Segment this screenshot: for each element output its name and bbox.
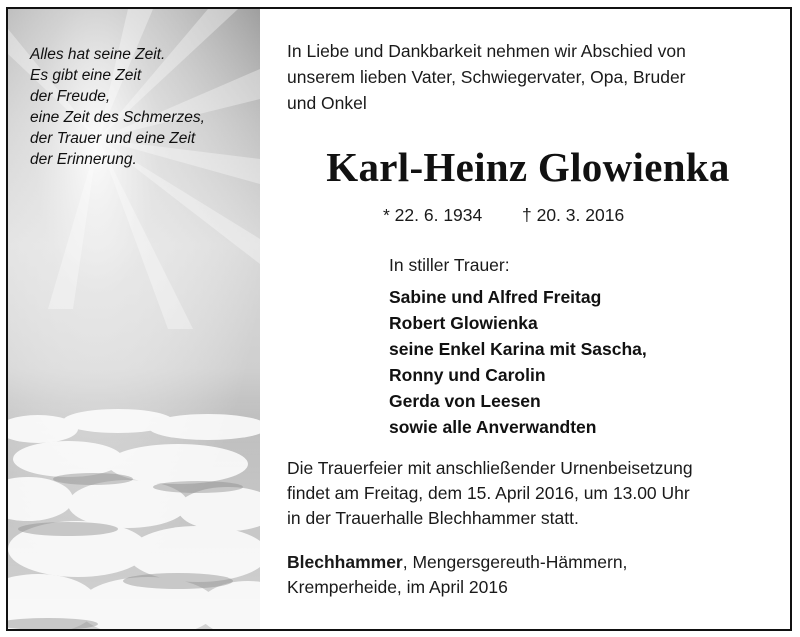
mourner-line: seine Enkel Karina mit Sascha, [389,339,647,359]
ceremony-line: in der Trauerhalle Blechhammer statt. [287,508,579,528]
ceremony-line: findet am Freitag, dem 15. April 2016, um 13.00 Uhr [287,483,690,503]
intro-line: In Liebe und Dankbarkeit nehmen wir Abschied von [287,41,686,61]
life-dates [383,203,624,227]
place-bold: Blechhammer [287,552,403,572]
sky-clouds-image [8,9,260,629]
mourners-list [389,284,647,440]
ceremony-line: Die Trauerfeier mit anschließender Urnenbeisetzung [287,458,693,478]
farewell-intro [287,38,777,116]
place-line-2: Kremperheide, im April 2016 [287,577,508,597]
intro-line: und Onkel [287,93,367,113]
quote-line: der Trauer und eine Zeit [30,130,196,147]
funeral-ceremony-info [287,456,693,531]
quote-block [30,44,255,170]
mourner-line: Ronny und Carolin [389,365,546,385]
deceased-name: Karl-Heinz Glowienka [326,144,730,190]
mourner-line: Robert Glowienka [389,313,538,333]
quote-line: Alles hat seine Zeit. [30,46,166,63]
quote-line: eine Zeit des Schmerzes, [30,109,205,126]
place-and-date [287,550,627,600]
birth-date: * 22. 6. 1934 [383,205,483,225]
mourning-label: In stiller Trauer: [389,255,510,275]
place-line-1 [287,550,627,575]
death-date: † 20. 3. 2016 [522,205,625,225]
intro-line: unserem lieben Vater, Schwiegervater, Opa, Bruder [287,67,686,87]
mourner-line: Gerda von Leesen [389,391,541,411]
quote-line: der Erinnerung. [30,151,137,168]
mourner-line: sowie alle Anverwandten [389,417,597,437]
quote-line: der Freude, [30,88,111,105]
quote-line: Es gibt eine Zeit [30,67,142,84]
mourner-line: Sabine und Alfred Freitag [389,287,602,307]
place-rest: , Mengersgereuth-Hämmern, [402,552,628,572]
